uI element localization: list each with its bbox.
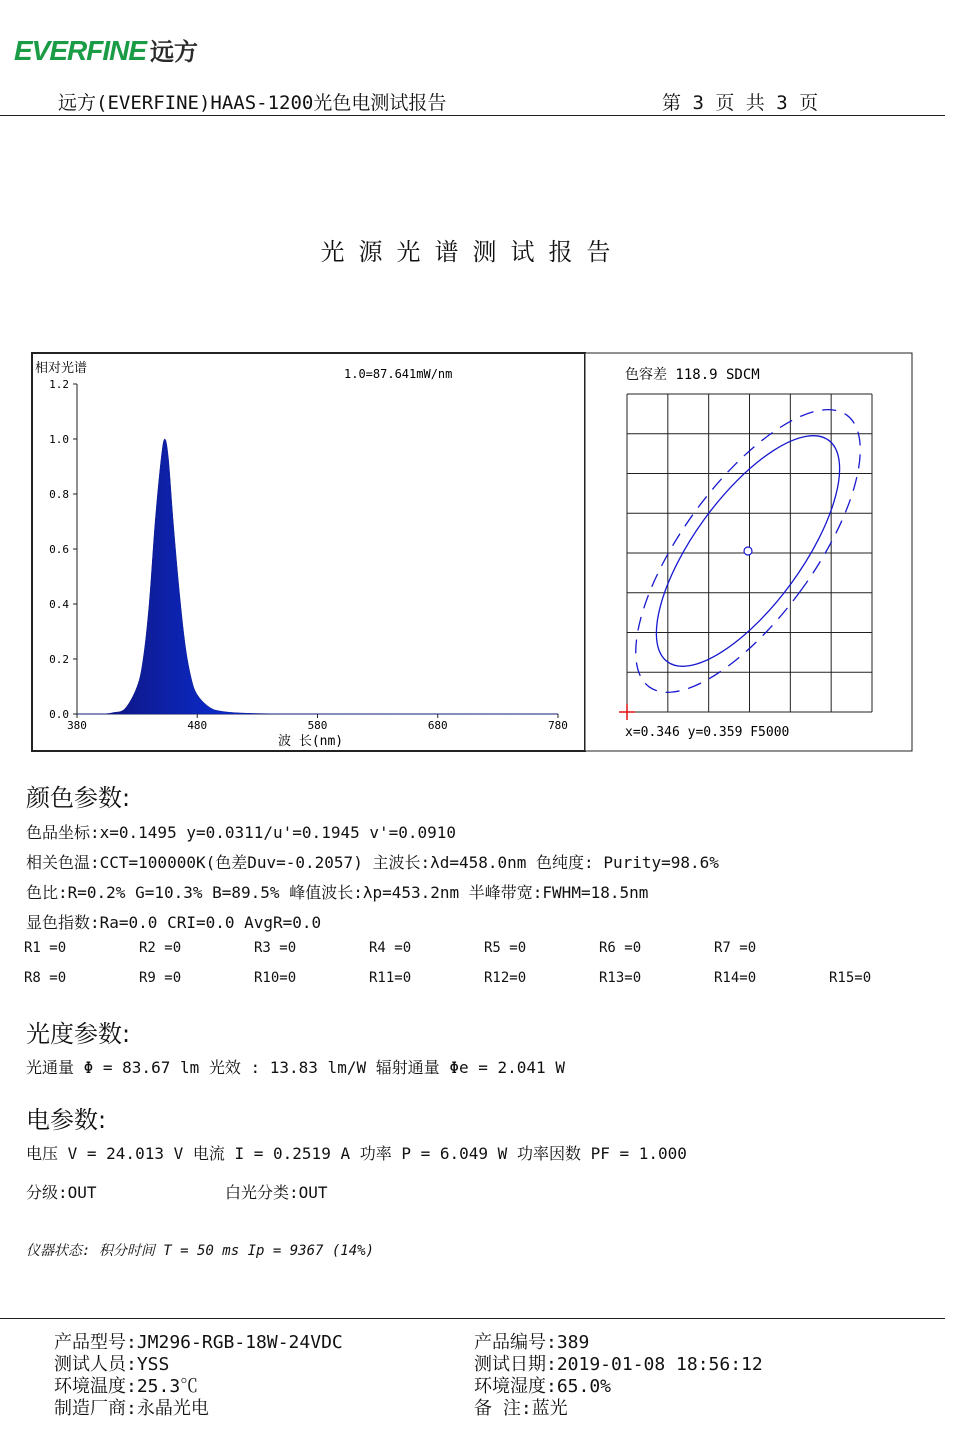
cie-coordinates: x=0.346 y=0.359 F5000 bbox=[625, 725, 790, 740]
instrument-status: 仪器状态: 积分时间 T = 50 ms Ip = 9367 (14%) bbox=[26, 1243, 375, 1259]
electrical-heading: 电参数: bbox=[26, 1106, 107, 1134]
chart-panel bbox=[30, 352, 915, 754]
r-value: R5 =0 bbox=[484, 940, 527, 956]
sdcm-label: 色容差 118.9 SDCM bbox=[625, 367, 760, 383]
r-value: R10=0 bbox=[254, 970, 297, 986]
x-tick-label: 480 bbox=[187, 719, 208, 732]
spectrum-ylabel: 相对光谱 bbox=[35, 361, 88, 376]
r-value: R6 =0 bbox=[599, 940, 642, 956]
color-params-heading: 颜色参数: bbox=[26, 784, 131, 812]
y-tick-label: 0.8 bbox=[49, 488, 69, 501]
spectrum-scale-note: 1.0=87.641mW/nm bbox=[344, 367, 453, 381]
product-serial: 产品编号:389 bbox=[474, 1332, 590, 1353]
y-tick-label: 0.2 bbox=[49, 653, 69, 666]
test-date: 测试日期:2019-01-08 18:56:12 bbox=[474, 1354, 763, 1375]
white-class-label: 白光分类:OUT bbox=[225, 1183, 328, 1202]
y-tick-label: 1.0 bbox=[49, 433, 69, 446]
r-value: R7 =0 bbox=[714, 940, 757, 956]
y-tick-label: 0.0 bbox=[49, 708, 69, 721]
header-rule bbox=[0, 115, 945, 116]
color-ratio-line: 色比:R=0.2% G=10.3% B=89.5% 峰值波长:λp=453.2nm 半峰带宽:FWHM=18.5nm bbox=[26, 883, 649, 902]
spectrum-xlabel: 波 长(nm) bbox=[278, 734, 344, 749]
x-tick-label: 780 bbox=[548, 719, 568, 732]
target-point-icon bbox=[744, 547, 752, 555]
r-value: R4 =0 bbox=[369, 940, 412, 956]
r-value: R2 =0 bbox=[139, 940, 182, 956]
ambient-humidity: 环境湿度:65.0% bbox=[474, 1376, 612, 1397]
y-tick-label: 0.6 bbox=[49, 543, 69, 556]
r-value: R9 =0 bbox=[139, 970, 182, 986]
ambient-temp: 环境温度:25.3℃ bbox=[54, 1376, 199, 1397]
manufacturer: 制造厂商:永晶光电 bbox=[54, 1398, 209, 1419]
r-value: R13=0 bbox=[599, 970, 642, 986]
footer-rule bbox=[0, 1318, 945, 1319]
y-tick-label: 1.2 bbox=[49, 378, 69, 391]
everfine-logo: EVERFINE 远方 bbox=[14, 35, 199, 66]
product-model: 产品型号:JM296-RGB-18W-24VDC bbox=[54, 1332, 343, 1353]
r-value: R12=0 bbox=[484, 970, 527, 986]
r-value: R14=0 bbox=[714, 970, 757, 986]
spectrum-frame bbox=[32, 353, 585, 751]
photometric-heading: 光度参数: bbox=[26, 1020, 131, 1048]
grade-label: 分级:OUT bbox=[26, 1183, 97, 1202]
chromaticity-line: 色品坐标:x=0.1495 y=0.0311/u'=0.1945 v'=0.0910 bbox=[26, 823, 457, 842]
page-title: 光源光谱测试报告 bbox=[320, 238, 625, 266]
photometric-line: 光通量 Φ = 83.67 lm 光效 : 13.83 lm/W 辐射通量 Φe = 2.041 W bbox=[26, 1058, 565, 1077]
electrical-line: 电压 V = 24.013 V 电流 I = 0.2519 A 功率 P = 6.049 W 功率因数 PF = 1.000 bbox=[26, 1144, 687, 1163]
r-value: R3 =0 bbox=[254, 940, 297, 956]
r-value: R11=0 bbox=[369, 970, 412, 986]
x-tick-label: 380 bbox=[67, 719, 87, 732]
cct-line: 相关色温:CCT=100000K(色差Duv=-0.2057) 主波长:λd=458.0nm 色纯度: Purity=98.6% bbox=[26, 853, 719, 872]
y-tick-label: 0.4 bbox=[49, 598, 69, 611]
report-header-title: 远方(EVERFINE)HAAS-1200光色电测试报告 bbox=[58, 92, 447, 114]
page-indicator: 第 3 页 共 3 页 bbox=[662, 92, 819, 114]
tester: 测试人员:YSS bbox=[54, 1354, 170, 1375]
r-value: R15=0 bbox=[829, 970, 872, 986]
r-value: R1 =0 bbox=[24, 940, 67, 956]
x-tick-label: 580 bbox=[307, 719, 328, 732]
x-tick-label: 680 bbox=[427, 719, 448, 732]
r-value: R8 =0 bbox=[24, 970, 67, 986]
cri-line: 显色指数:Ra=0.0 CRI=0.0 AvgR=0.0 bbox=[26, 913, 322, 932]
remarks: 备 注:蓝光 bbox=[474, 1398, 568, 1419]
